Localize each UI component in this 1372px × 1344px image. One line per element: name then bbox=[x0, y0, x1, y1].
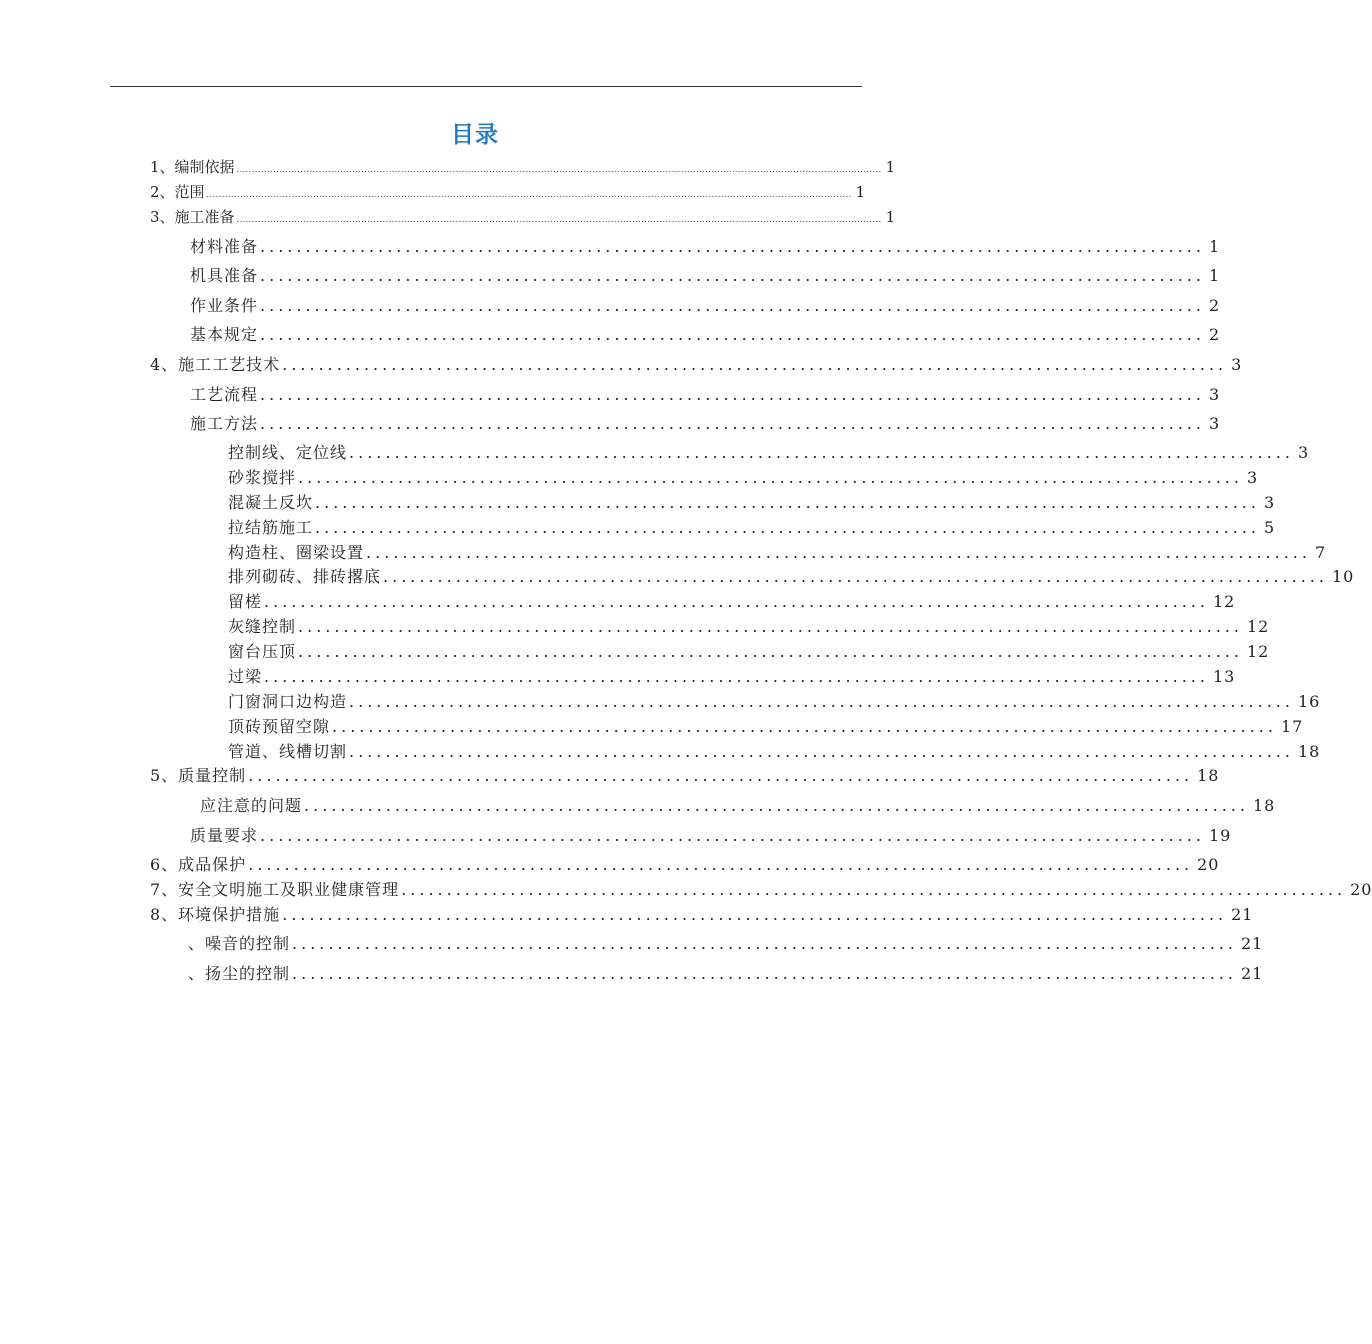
toc-entry-label: 应注意的问题 bbox=[200, 796, 303, 815]
toc-entry-label: 控制线、定位线 bbox=[228, 443, 348, 462]
toc-entry-page: 20 bbox=[1197, 855, 1220, 874]
toc-entry-page: 3 bbox=[1231, 355, 1243, 374]
dot-leader: ........................................................................................................ bbox=[366, 543, 1311, 562]
toc-entry-page: 18 bbox=[1297, 742, 1321, 761]
toc-entry-page: 19 bbox=[1208, 826, 1232, 845]
dot-leader: ........................................................................................................ bbox=[260, 414, 1205, 433]
dot-leader: ........................................................................................................ bbox=[264, 592, 1209, 611]
dot-leader: .................................................................................................................................................................................................................... bbox=[236, 165, 882, 174]
toc-entry-page: 17 bbox=[1280, 717, 1304, 736]
toc-entry[interactable] bbox=[190, 265, 1221, 287]
toc-entry-page: 20 bbox=[1350, 880, 1372, 899]
toc-entry-page: 1 bbox=[885, 158, 896, 176]
toc-entry-page: 1 bbox=[855, 183, 866, 201]
toc-entry-label: 作业条件 bbox=[190, 296, 259, 315]
toc-entry[interactable] bbox=[190, 413, 1221, 435]
toc-entry[interactable] bbox=[188, 933, 1264, 955]
toc-entry[interactable] bbox=[150, 354, 1243, 376]
toc-entry-label: 7、安全文明施工及职业健康管理 bbox=[150, 880, 400, 899]
toc-entry-page: 1 bbox=[1208, 237, 1221, 256]
toc-entry-page: 18 bbox=[1197, 766, 1220, 785]
toc-entry-label: 1、编制依据 bbox=[150, 158, 235, 176]
toc-entry-page: 12 bbox=[1246, 617, 1270, 636]
toc-entry[interactable] bbox=[200, 795, 1276, 817]
toc-entry-label: 顶砖预留空隙 bbox=[228, 717, 331, 736]
dot-leader: ........................................................................................................ bbox=[260, 266, 1205, 285]
toc-entry[interactable] bbox=[228, 517, 1276, 539]
toc-entry-page: 3 bbox=[1208, 385, 1221, 404]
toc-entry-label: 构造柱、圈梁设置 bbox=[228, 543, 365, 562]
toc-entry[interactable] bbox=[228, 741, 1321, 763]
dot-leader: ........................................................................................................ bbox=[401, 880, 1347, 899]
toc-entry-label: 机具准备 bbox=[190, 266, 259, 285]
toc-entry-page: 3 bbox=[1297, 443, 1310, 462]
toc-entry-label: 4、施工工艺技术 bbox=[150, 355, 281, 374]
toc-entry[interactable] bbox=[228, 566, 1355, 588]
dot-leader: ........................................................................................................ bbox=[260, 296, 1205, 315]
toc-entry-label: 工艺流程 bbox=[190, 385, 259, 404]
toc-entry[interactable] bbox=[228, 542, 1327, 564]
dot-leader: ........................................................................................................ bbox=[298, 642, 1243, 661]
toc-entry[interactable] bbox=[150, 181, 866, 203]
dot-leader: .................................................................................................................................................................................................................... bbox=[206, 190, 852, 199]
toc-entry-page: 12 bbox=[1246, 642, 1270, 661]
toc-entry[interactable] bbox=[228, 716, 1304, 738]
toc-entry-page: 10 bbox=[1331, 567, 1355, 586]
toc-entry[interactable] bbox=[190, 825, 1232, 847]
dot-leader: ........................................................................................................ bbox=[298, 617, 1243, 636]
toc-entry-label: 排列砌砖、排砖撂底 bbox=[228, 567, 382, 586]
dot-leader: ........................................................................................................ bbox=[383, 567, 1328, 586]
dot-leader: ........................................................................................................ bbox=[248, 766, 1194, 785]
toc-entry[interactable] bbox=[150, 879, 1372, 901]
toc-entry[interactable] bbox=[190, 295, 1221, 317]
dot-leader: .................................................................................................................................................................................................................... bbox=[236, 215, 882, 224]
toc-entry-label: 管道、线槽切割 bbox=[228, 742, 348, 761]
toc-entry-label: 灰缝控制 bbox=[228, 617, 297, 636]
toc-entry-page: 1 bbox=[1208, 266, 1221, 285]
dot-leader: ........................................................................................................ bbox=[260, 826, 1205, 845]
toc-entry[interactable] bbox=[228, 467, 1259, 489]
toc-entry-label: 门窗洞口边构造 bbox=[228, 692, 348, 711]
toc-entry-page: 2 bbox=[1208, 296, 1221, 315]
toc-entry-label: 砂浆搅拌 bbox=[228, 468, 297, 487]
toc-entry-page: 5 bbox=[1263, 518, 1276, 537]
toc-entry-page: 3 bbox=[1263, 493, 1276, 512]
toc-entry-page: 21 bbox=[1240, 934, 1264, 953]
toc-entry-page: 12 bbox=[1212, 592, 1236, 611]
toc-entry-label: 、噪音的控制 bbox=[188, 934, 291, 953]
toc-entry[interactable] bbox=[228, 442, 1310, 464]
toc-entry-label: 过梁 bbox=[228, 667, 263, 686]
toc-entry-label: 3、施工准备 bbox=[150, 208, 235, 226]
dot-leader: ........................................................................................................ bbox=[332, 717, 1277, 736]
toc-entry-label: 质量要求 bbox=[190, 826, 259, 845]
toc-entry[interactable] bbox=[150, 206, 896, 228]
toc-entry-label: 基本规定 bbox=[190, 325, 259, 344]
toc-entry-page: 2 bbox=[1208, 325, 1221, 344]
dot-leader: ........................................................................................................ bbox=[315, 518, 1260, 537]
toc-entry[interactable] bbox=[190, 384, 1221, 406]
toc-entry-page: 3 bbox=[1208, 414, 1221, 433]
toc-entry-page: 21 bbox=[1240, 964, 1264, 983]
dot-leader: ........................................................................................................ bbox=[349, 443, 1294, 462]
dot-leader: ........................................................................................................ bbox=[264, 667, 1209, 686]
toc-entry[interactable] bbox=[228, 591, 1236, 613]
toc-entry-label: 6、成品保护 bbox=[150, 855, 247, 874]
dot-leader: ........................................................................................................ bbox=[298, 468, 1243, 487]
toc-entry-label: 2、范围 bbox=[150, 183, 205, 201]
toc-entry[interactable] bbox=[190, 236, 1221, 258]
toc-entry[interactable] bbox=[228, 616, 1270, 638]
toc-entry-label: 材料准备 bbox=[190, 237, 259, 256]
toc-entry-label: 窗台压顶 bbox=[228, 642, 297, 661]
toc-entry-label: 5、质量控制 bbox=[150, 766, 247, 785]
toc-entry-page: 7 bbox=[1314, 543, 1327, 562]
toc-entry[interactable] bbox=[228, 492, 1276, 514]
dot-leader: ........................................................................................................ bbox=[292, 934, 1237, 953]
toc-entry[interactable] bbox=[190, 324, 1221, 346]
dot-leader: ........................................................................................................ bbox=[260, 325, 1205, 344]
toc-entry-page: 18 bbox=[1252, 796, 1276, 815]
toc-entry[interactable] bbox=[228, 666, 1236, 688]
toc-entry-label: 施工方法 bbox=[190, 414, 259, 433]
toc-entry-label: 8、环境保护措施 bbox=[150, 905, 281, 924]
dot-leader: ........................................................................................................ bbox=[349, 742, 1294, 761]
toc-entry[interactable] bbox=[150, 156, 896, 178]
toc-entry[interactable] bbox=[150, 854, 1220, 876]
toc-entry-label: 、扬尘的控制 bbox=[188, 964, 291, 983]
toc-entry-page: 13 bbox=[1212, 667, 1236, 686]
toc-entry[interactable] bbox=[228, 641, 1270, 663]
toc-entry[interactable] bbox=[228, 691, 1321, 713]
page-title: 目录 bbox=[451, 122, 499, 148]
dot-leader: ........................................................................................................ bbox=[292, 964, 1237, 983]
toc-entry-label: 拉结筋施工 bbox=[228, 518, 314, 537]
dot-leader: ........................................................................................................ bbox=[260, 237, 1205, 256]
dot-leader: ........................................................................................................ bbox=[282, 905, 1228, 924]
dot-leader: ........................................................................................................ bbox=[315, 493, 1260, 512]
dot-leader: ........................................................................................................ bbox=[282, 355, 1228, 374]
toc-entry-page: 21 bbox=[1231, 905, 1254, 924]
toc-entry-page: 16 bbox=[1297, 692, 1321, 711]
dot-leader: ........................................................................................................ bbox=[304, 796, 1249, 815]
toc-entry-page: 1 bbox=[885, 208, 896, 226]
dot-leader: ........................................................................................................ bbox=[248, 855, 1194, 874]
toc-entry[interactable] bbox=[150, 904, 1254, 926]
toc-entry-label: 留槎 bbox=[228, 592, 263, 611]
dot-leader: ........................................................................................................ bbox=[260, 385, 1205, 404]
toc-entry-page: 3 bbox=[1246, 468, 1259, 487]
dot-leader: ........................................................................................................ bbox=[349, 692, 1294, 711]
toc-entry-label: 混凝土反坎 bbox=[228, 493, 314, 512]
toc-entry[interactable] bbox=[150, 765, 1220, 787]
toc-entry[interactable] bbox=[188, 963, 1264, 985]
